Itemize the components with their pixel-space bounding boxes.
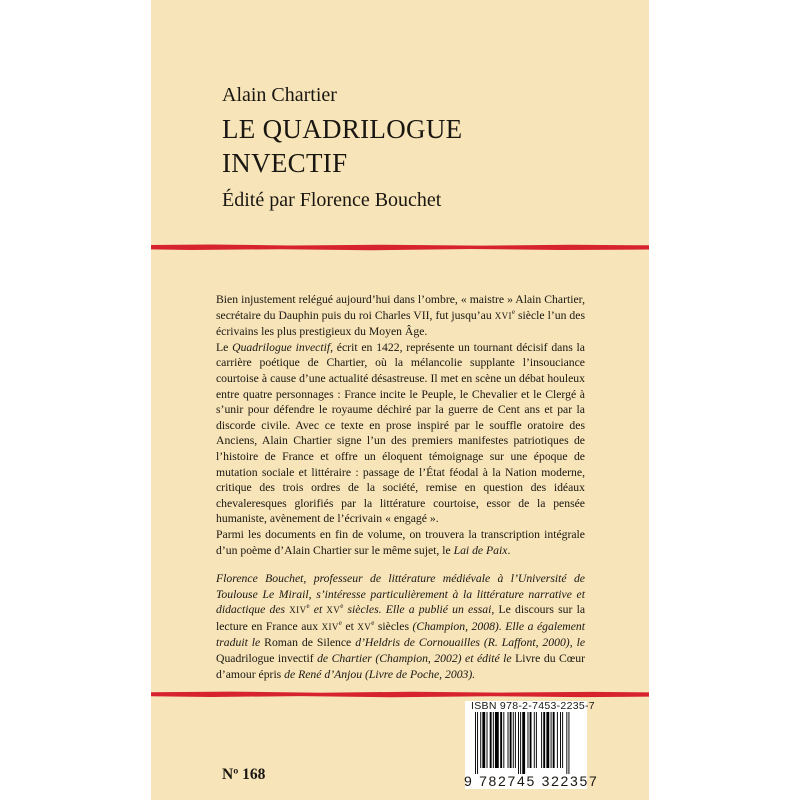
blurb-paragraph-1: Bien injustement relégué aujourd’hui dans l’ombre, « maistre » Alain Chartier, secrétaire du Dauphin puis du roi Charles VII, fut jusqu’au XVIe siècle l’un des écrivains les plus prestigieux du Moyen Âge. (216, 293, 585, 339)
barcode-bar (536, 712, 537, 768)
barcode-bar (510, 712, 512, 768)
barcode-bar (543, 712, 545, 768)
barcode-bar (500, 712, 502, 768)
barcode-bar (508, 712, 509, 768)
barcode-bar (493, 712, 494, 768)
blurb-paragraph-3: Parmi les documents en fin de volume, on trouvera la transcription intégrale d’un poème d’Alain Chartier sur le même sujet, le Lai de Paix. (216, 527, 585, 557)
barcode-bar (480, 712, 481, 768)
barcode-bar (515, 712, 516, 768)
barcode-bar (528, 712, 529, 768)
barcode-bar (487, 712, 488, 768)
ean-digits: 9 782745 322357 (464, 773, 599, 789)
book-title-line-1: LE QUADRILOGUE (222, 114, 463, 144)
barcode-bar (518, 712, 519, 774)
barcode-bar (566, 712, 567, 774)
barcode-bar (522, 712, 525, 774)
isbn-label: ISBN 978-2-7453-2235-7 (471, 700, 595, 712)
book-title-line-2: INVECTIF (222, 148, 348, 178)
barcode-bar (551, 712, 552, 768)
bottom-red-rule (151, 690, 649, 698)
barcode-bar (503, 712, 504, 768)
barcode-bar (482, 712, 485, 768)
barcode-bar (541, 712, 542, 768)
barcode-bar (546, 712, 549, 768)
barcode-bar (490, 712, 492, 768)
barcode-bar (513, 712, 514, 768)
barcode-bar (520, 712, 521, 774)
barcode-bar (530, 712, 532, 768)
editor-credit: Édité par Florence Bouchet (222, 189, 442, 211)
barcode-bar (534, 712, 535, 768)
barcode-bar (568, 712, 569, 774)
blurb-paragraph-2: Le Quadrilogue invectif, écrit en 1422, représente un tournant décisif dans la carrière poétique de Chartier, où la mélancolie supplante l’insouciance courtoise à cause d’une actualité désastreuse. Il met en scène un débat houleux entre quatre personnages : France incite le Peuple, le Chevalier et le Clergé à s’unir pour défendre le royaume déchiré par la guerre de Cent ans et par la discorde civile. Avec ce texte en prose inspiré par le souffle oratoire des Anciens, Alain Chartier signe l’un des premiers manifestes patriotiques de l’histoire de France et offre un éloquent témoignage sur une époque de mutation sociale et littéraire : passage de l’État féodal à la Nation moderne, critique des trois ordres de la société, remise en question des idéaux chevaleresques glorifiés par la littérature courtoise, essor de la pensée humaniste, avènement de l’écrivain « engagé ». (216, 340, 585, 526)
barcode-bar (475, 712, 476, 774)
author-name: Alain Chartier (222, 84, 337, 106)
top-red-rule (151, 243, 649, 251)
barcode-bar (562, 712, 563, 768)
blurb-text (216, 292, 585, 682)
editor-biography: Florence Bouchet, professeur de littérature médiévale à l’Université de Toulouse Le Mirail, s’intéresse particulièrement à la littérature narrative et didactique des XIVe et XVe siècles. Elle a publié un essai, Le discours sur la lecture en France aux XIVe et XVe siècles (Champion, 2008). Elle a également traduit le Roman de Silence d’Heldris de Cornouailles (R. Laffont, 2000), le Quadrilogue invectif de Chartier (Champion, 2002) et édité le Livre du Cœur d’amour épris de René d’Anjou (Livre de Poche, 2003). (216, 572, 586, 681)
barcode-bar (495, 712, 499, 768)
barcode-bar (477, 712, 478, 774)
series-number: Nº 168 (222, 766, 266, 783)
barcode-bars (474, 712, 582, 776)
barcode-bar (560, 712, 561, 768)
barcode-bar (557, 712, 558, 768)
book-title (222, 112, 462, 180)
barcode-bar (553, 712, 555, 768)
